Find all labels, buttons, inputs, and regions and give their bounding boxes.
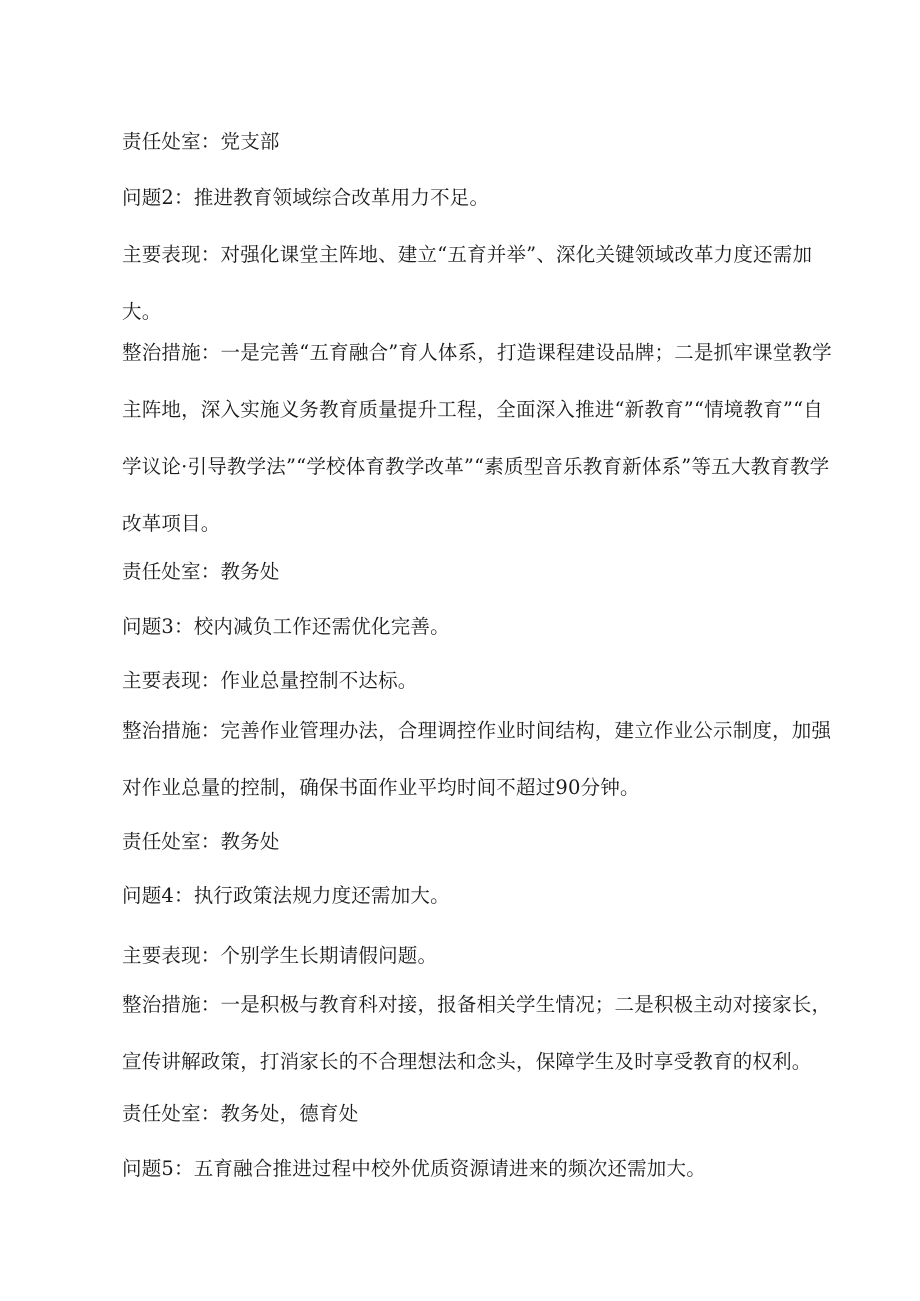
paragraph-responsible-office-2: 责任处室：教务处: [122, 560, 280, 583]
paragraph-responsible-office-1: 责任处室：党支部: [122, 130, 280, 153]
paragraph-problem-5: 问题5：五育融合推进过程中校外优质资源请进来的频次还需加大。: [122, 1157, 706, 1180]
paragraph-manifestation-3: 主要表现：作业总量控制不达标。: [122, 669, 418, 692]
paragraph-manifestation-4: 主要表现：个别学生长期请假问题。: [122, 944, 438, 967]
paragraph-responsible-office-3: 责任处室：教务处: [122, 830, 280, 853]
paragraph-problem-2: 问题2：推进教育领域综合改革用力不足。: [122, 186, 490, 209]
paragraph-rectification-4: 整治措施：一是积极与教育科对接，报备相关学生情况；二是积极主动对接家长，宣传讲解政策，打消家长的不合理想法和念头，保障学生及时享受教育的权利。: [122, 993, 832, 1073]
paragraph-rectification-3: 整治措施：完善作业管理办法，合理调控作业时间结构，建立作业公示制度，加强对作业总量的控制，确保书面作业平均时间不超过90分钟。: [122, 719, 832, 799]
paragraph-responsible-office-4: 责任处室：教务处，德育处: [122, 1102, 359, 1125]
paragraph-manifestation-2: 主要表现：对强化课堂主阵地、建立“五育并举”、深化关键领域改革力度还需加大。: [122, 243, 813, 323]
paragraph-rectification-2: 整治措施：一是完善“五育融合”育人体系，打造课程建设品牌；二是抓牢课堂教学主阵地，深入实施义务教育质量提升工程，全面深入推进“新教育”“情境教育”“自学议论·引导教学法”“学校体育教学改革”“素质型音乐教育新体系”等五大教育教学改革项目。: [122, 341, 832, 535]
paragraph-problem-3: 问题3：校内减负工作还需优化完善。: [122, 615, 450, 638]
paragraph-problem-4: 问题4：执行政策法规力度还需加大。: [122, 884, 450, 907]
